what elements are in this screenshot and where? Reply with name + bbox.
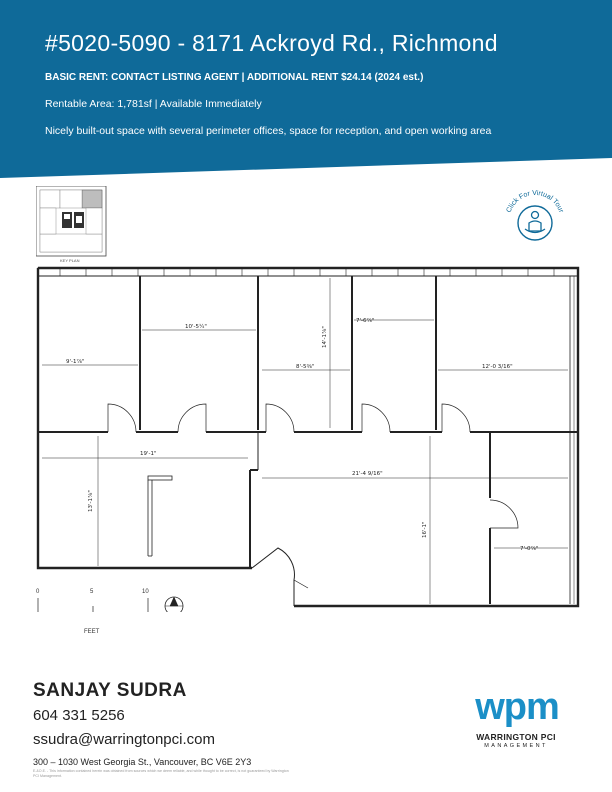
dimension-label: 8'-5⅜" [296,364,315,370]
scale-tick-label: 5 [90,589,94,595]
floor-plan [30,262,582,612]
key-plan-label: KEY PLAN [60,258,80,263]
disclaimer: E.&O.E. - This information contained herein was obtained from sources which we deem reliable, and while thought to be correct, is not guaranteed by Warrington PCI Management. [33,769,289,778]
dimension-label: 16'-1" [422,521,428,538]
logo-wordmark: wpm [475,686,559,728]
brand-name: WARRINGTON PCI [476,732,556,742]
listing-description: Nicely built-out space with several perimeter offices, space for reception, and open working area [45,125,492,137]
dimension-label: 21'-4 9/16" [352,471,383,477]
dimension-label: 12'-0 3/16" [482,364,513,370]
scale-bar [38,598,148,612]
office-address: 300 – 1030 West Georgia St., Vancouver, BC V6E 2Y3 [33,757,252,767]
key-plan-highlight [82,190,102,208]
listing-title: #5020-5090 - 8171 Ackroyd Rd., Richmond [45,30,498,56]
dimension-label: 9'-1⅞" [66,359,85,365]
key-plan [36,186,108,258]
agent-email-link[interactable]: ssudra@warringtonpci.com [33,731,215,748]
dimension-label: 14'-1⅞" [322,326,328,348]
dimension-label: 13'-1⅞" [88,490,94,512]
north-arrow-icon [165,597,183,612]
wpm-logo [472,683,562,731]
rent-line: BASIC RENT: CONTACT LISTING AGENT | ADDITIONAL RENT $24.14 (2024 est.) [45,72,424,83]
virtual-tour-icon [499,183,571,255]
agent-phone[interactable]: 604 331 5256 [33,707,125,724]
virtual-tour-label: Click For Virtual Tour [505,189,565,214]
scale-tick-label: 0 [36,589,40,595]
dimension-label: 19'-1" [140,451,157,457]
brand-subtitle: MANAGEMENT [484,743,548,749]
scale-tick-label: 10 [142,589,149,595]
listing-header [0,0,612,180]
header-background [0,0,612,180]
dimension-label: 7'-0⅞" [520,546,539,552]
agent-name: SANJAY SUDRA [33,680,187,701]
dimension-label: 7'-6⅞" [356,318,375,324]
dimension-label: 10'-5¼" [185,324,207,330]
scale-unit-label: FEET [84,629,100,635]
virtual-tour-button[interactable] [499,183,571,255]
area-line: Rentable Area: 1,781sf | Available Immediately [45,98,262,110]
svg-text:Click For Virtual Tour [506,190,565,214]
